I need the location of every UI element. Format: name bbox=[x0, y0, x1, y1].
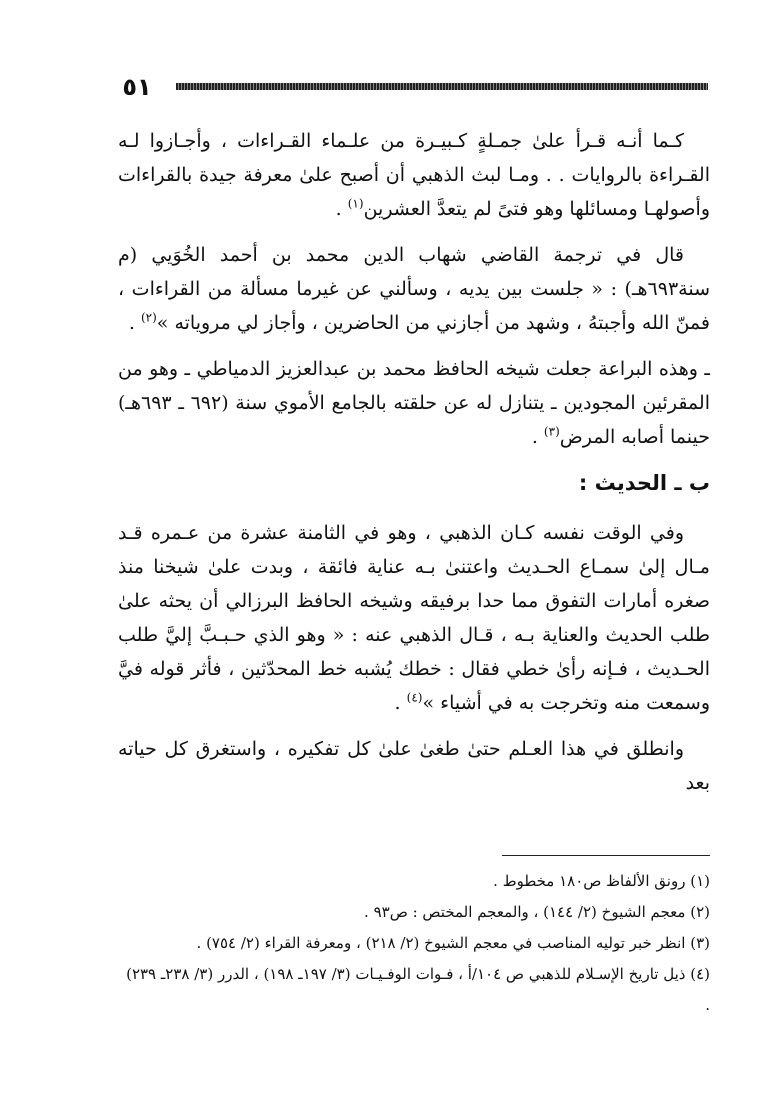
header-rule bbox=[176, 83, 708, 90]
body-text bbox=[118, 124, 710, 812]
paragraph-qiraat-3: ـ وهذه البراعة جعلت شيخه الحافظ محمد بن عبدالعزيز الدمياطي ـ وهو من المقرئين المجودين ـ يتنازل له عن حلقته بالجامع الأموي سنة (٦٩٢ ـ ٦٩٣هـ) حينما أصابه المرض$^{(٣)}$ . bbox=[118, 358, 710, 448]
footnote-ref-3: (٣) bbox=[543, 424, 560, 439]
footnotes bbox=[118, 866, 710, 1021]
paragraph-text: وانطلق في هذا العـلم حتىٰ طغىٰ علىٰ كل تفكيره ، واستغرق كل حياته بعد bbox=[118, 738, 710, 794]
paragraph-text: ـ وهذه البراعة جعلت شيخه الحافظ محمد بن عبدالعزيز الدمياطي ـ وهو من المقرئين المجودين ـ يتنازل له عن حلقته بالجامع الأموي سنة (٦٩٢ ـ ٦٩٣هـ) حينما أصابه المرض bbox=[118, 358, 710, 448]
page-header bbox=[108, 72, 708, 102]
footnote-ref-1: (١) bbox=[347, 196, 364, 211]
paragraph-hadith-2 bbox=[118, 732, 710, 800]
paragraph-qiraat-2: قال في ترجمة القاضي شهاب الدين محمد بن أحمد الخُوَيي (م سنة٦٩٣هـ) : « جلست بين يديه ، وسألني عن غيرما مسألة من القراءات ، فمنّ الله وأجبتهُ ، وشهد من أجازني من الحاضرين ، وأجاز لي مروياته »$^{(٢)}$ . bbox=[118, 244, 710, 334]
page-number: ٥١ bbox=[122, 73, 152, 101]
paragraph-text: وفي الوقت نفسه كـان الذهبي ، وهو في الثامنة عشرة من عـمره قـد مـال إلىٰ سمـاع الحـديث واعتنىٰ بـه عناية فائقة ، وبدت علىٰ شيخنا منذ صغره أمارات التفوق مما حدا برفيقه وشيخه الحافظ البرزالي أن يحثه علىٰ طلب الحديث والعناية بـه ، قـال الذهبي عنه : « وهو الذي حـبـبَّ إليَّ طلب الحـديث ، فـإنه رأىٰ خطي فقال : خطك يُشبه خط المحدّثين ، فأثر قوله فيَّ وسمعت منه وتخرجت به في أشياء » bbox=[118, 522, 710, 714]
paragraph-text: كـما أنـه قـرأ علىٰ جمـلةٍ كـبيـرة من علـماء القـراءات ، وأجـازوا لـه القـراءة بالروايات . . ومـا لبث الذهبي أن أصبح علىٰ معرفة جيدة بالقراءات وأصولهـا ومسائلها وهو فتىً لم يتعدَّ العشرين bbox=[118, 130, 710, 220]
footnote-ref-2: (٢) bbox=[140, 310, 157, 325]
footnote-4: (٤) ذيل تاريخ الإسـلام للذهبي ص ١٠٤/أ ، فـوات الوفـيـات (٣/ ١٩٧ـ ١٩٨) ، الدرر (٣/ ٢٣٨ـ ٢٣٩) . bbox=[126, 965, 710, 1014]
footnote-1: (١) رونق الألفاظ ص١٨٠ مخطوط . bbox=[493, 872, 710, 890]
paragraph-qiraat-1: كـما أنـه قـرأ علىٰ جمـلةٍ كـبيـرة من علـماء القـراءات ، وأجـازوا لـه القـراءة بالروايات . . ومـا لبث الذهبي أن أصبح علىٰ معرفة جيدة بالقراءات وأصولهـا ومسائلها وهو فتىً لم يتعدَّ العشرين$^{(١)}$ . bbox=[118, 130, 710, 220]
footnote-2: (٢) معجم الشيوخ (٢/ ١٤٤) ، والمعجم المختص : ص٩٣ . bbox=[364, 903, 710, 921]
footnote-ref-4: (٤) bbox=[406, 690, 423, 705]
paragraph-hadith-1: وفي الوقت نفسه كـان الذهبي ، وهو في الثامنة عشرة من عـمره قـد مـال إلىٰ سمـاع الحـديث واعتنىٰ بـه عناية فائقة ، وبدت علىٰ شيخنا منذ صغره أمارات التفوق مما حدا برفيقه وشيخه الحافظ البرزالي أن يحثه علىٰ طلب الحديث والعناية بـه ، قـال الذهبي عنه : « وهو الذي حـبـبَّ إليَّ طلب الحـديث ، فـإنه رأىٰ خطي فقال : خطك يُشبه خط المحدّثين ، فأثر قوله فيَّ وسمعت منه وتخرجت به في أشياء »$^{(٤)}$ . bbox=[118, 522, 710, 714]
footnote-separator bbox=[502, 855, 710, 856]
paragraph-text: قال في ترجمة القاضي شهاب الدين محمد بن أحمد الخُوَيي (م سنة٦٩٣هـ) : « جلست بين يديه ، وسألني عن غيرما مسألة من القراءات ، فمنّ الله وأجبتهُ ، وشهد من أجازني من الحاضرين ، وأجاز لي مروياته » bbox=[118, 244, 710, 334]
footnote-3: (٣) انظر خبر توليه المناصب في معجم الشيوخ (٢/ ٢١٨) ، ومعرفة القراء (٢/ ٧٥٤) . bbox=[196, 934, 710, 952]
section-heading: ب ـ الحديث : bbox=[578, 471, 710, 495]
